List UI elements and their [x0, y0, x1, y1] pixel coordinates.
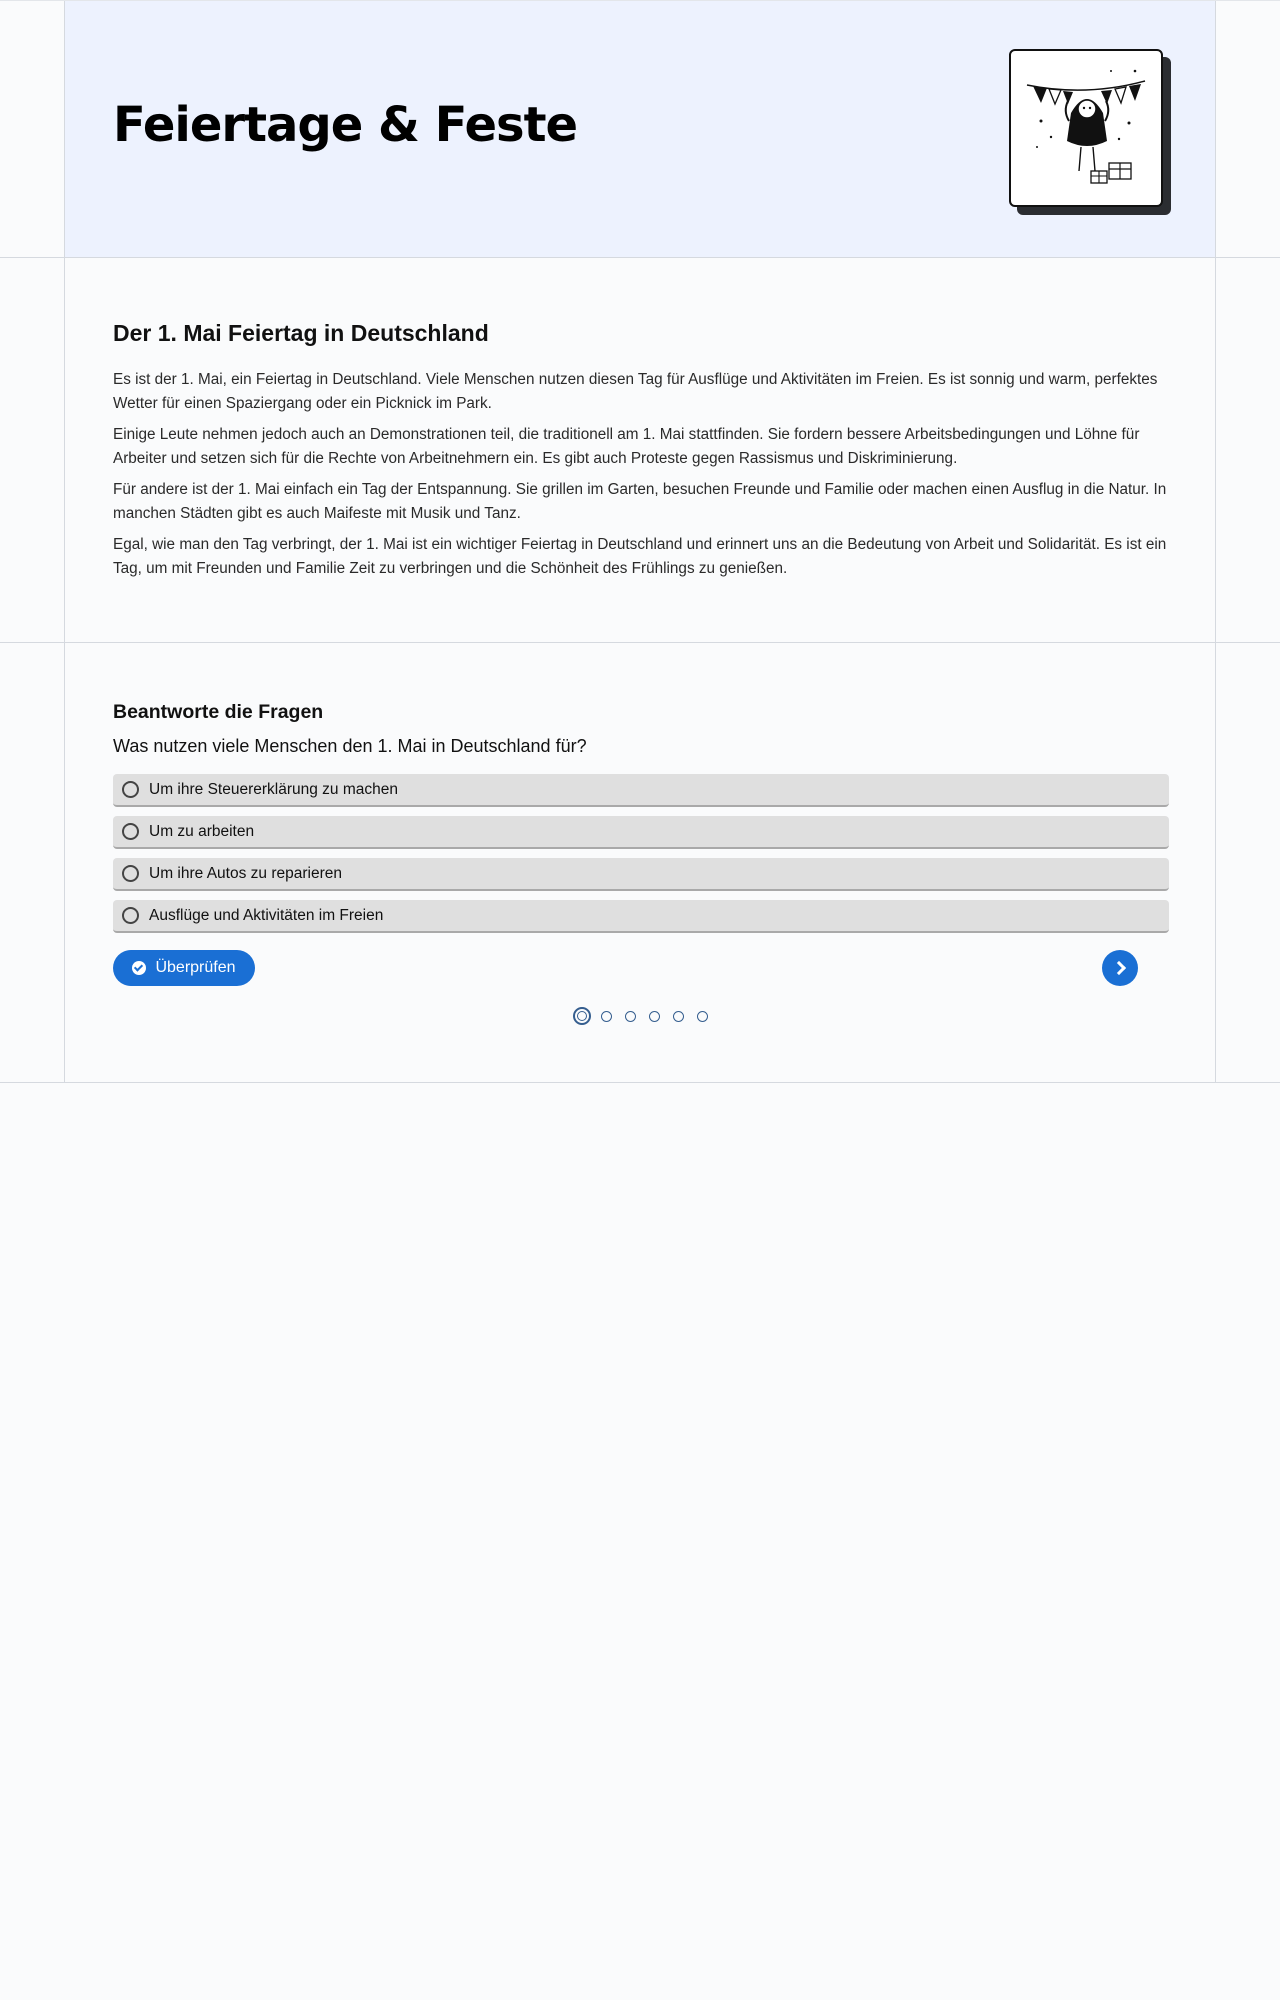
quiz-question: Was nutzen viele Menschen den 1. Mai in Deutschland für?	[113, 736, 587, 756]
pagination-dot-1[interactable]	[573, 1007, 591, 1025]
answer-option-label: Ausflüge und Aktivitäten im Freien	[149, 906, 384, 924]
pagination-dot-5[interactable]	[673, 1011, 684, 1022]
answer-options	[113, 774, 1169, 942]
answer-option-1[interactable]	[113, 774, 1169, 807]
article-paragraph: Es ist der 1. Mai, ein Feiertag in Deutschland. Viele Menschen nutzen diesen Tag für Ausflüge und Aktivitäten im Freien. Es ist sonnig und warm, perfektes Wetter für einen Spaziergang oder ein Picknick im Park.	[113, 371, 1158, 412]
check-circle-icon	[132, 961, 146, 975]
quiz-container	[64, 643, 1216, 1082]
hero-container	[64, 1, 1216, 257]
pagination-dot-6[interactable]	[697, 1011, 708, 1022]
radio-button-icon[interactable]	[122, 865, 139, 882]
answer-option-2[interactable]	[113, 816, 1169, 849]
question-pagination	[573, 1007, 721, 1025]
hero-banner	[0, 0, 1280, 258]
hero-illustration	[1009, 49, 1171, 219]
check-answer-label: Überprüfen	[155, 959, 236, 976]
answer-option-label: Um ihre Autos zu reparieren	[149, 864, 342, 882]
check-answer-button[interactable]	[113, 950, 255, 986]
radio-button-icon[interactable]	[122, 907, 139, 924]
pagination-dot-3[interactable]	[625, 1011, 636, 1022]
radio-button-icon[interactable]	[122, 781, 139, 798]
next-question-button[interactable]	[1102, 950, 1138, 986]
answer-option-3[interactable]	[113, 858, 1169, 891]
article-title: Der 1. Mai Feiertag in Deutschland	[113, 320, 489, 346]
answer-option-4[interactable]	[113, 900, 1169, 933]
pagination-dot-4[interactable]	[649, 1011, 660, 1022]
radio-button-icon[interactable]	[122, 823, 139, 840]
answer-option-label: Um ihre Steuererklärung zu machen	[149, 780, 398, 798]
celebration-illustration-icon	[1009, 49, 1163, 207]
article-paragraph: Egal, wie man den Tag verbringt, der 1. Mai ist ein wichtiger Feiertag in Deutschland und erinnert uns an die Bedeutung von Arbeit und Solidarität. Es ist ein Tag, um mit Freunden und Familie Zeit zu verbringen und die Schönheit des Frühlings zu genießen.	[113, 536, 1167, 577]
article-paragraph: Für andere ist der 1. Mai einfach ein Tag der Entspannung. Sie grillen im Garten, besuchen Freunde und Familie oder machen einen Ausflug in die Natur. In manchen Städten gibt es auch Maifeste mit Musik und Tanz.	[113, 481, 1167, 522]
quiz-section	[0, 643, 1280, 1083]
article-body	[113, 368, 1173, 588]
article-section	[0, 258, 1280, 643]
page-title: Feiertage & Feste	[113, 97, 578, 153]
article-paragraph: Einige Leute nehmen jedoch auch an Demonstrationen teil, die traditionell am 1. Mai stattfinden. Sie fordern bessere Arbeitsbedingungen und Löhne für Arbeiter und setzen sich für die Rechte von Arbeitnehmern ein. Es gibt auch Proteste gegen Rassismus und Diskriminierung.	[113, 426, 1140, 467]
pagination-dot-2[interactable]	[601, 1011, 612, 1022]
article-container	[64, 258, 1216, 642]
answer-option-label: Um zu arbeiten	[149, 822, 255, 840]
quiz-heading: Beantworte die Fragen	[113, 701, 324, 723]
